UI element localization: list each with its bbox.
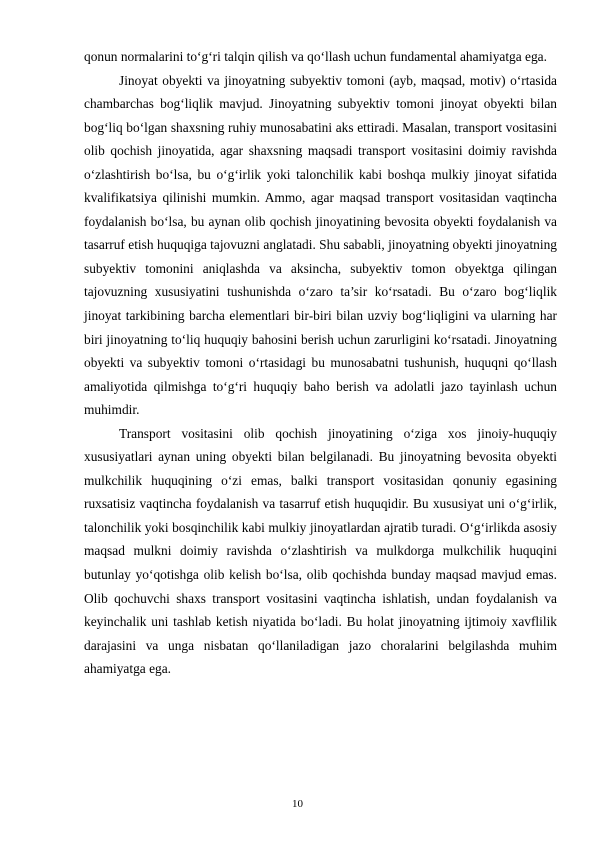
page-number: 10	[292, 798, 303, 810]
document-body	[84, 45, 557, 681]
paragraph-vehicle-hijacking-features: Transport vositasini olib qochish jinoyatining o‘ziga xos jinoiy-huquqiy xususiyatlari aynan uning obyekti bilan belgilanadi. Bu jinoyatning bevosita obyekti mulkchilik huquqining o‘zi emas, balki transport vositasidan qonuniy egasining ruxsatisiz vaqtincha foydalanish va tasarruf etish huquqidir. Bu xususiyat uni o‘g‘irlik, talonchilik yoki bosqinchilik kabi mulkiy jinoyatlardan ajratib turadi. O‘g‘irlikda asosiy maqsad mulkni doimiy ravishda o‘zlashtirish va mulkdorga mulkchilik huquqini butunlay yo‘qotishga olib kelish bo‘lsa, olib qochishda bunday maqsad mavjud emas. Olib qochuvchi shaxs transport vositasini vaqtincha ishlatish, undan foydalanish va keyinchalik uni tashlab ketish niyatida bo‘ladi. Bu holat jinoyatning ijtimoiy xavflilik darajasini va unga nisbatan qo‘llaniladigan jazo choralarini belgilashda muhim ahamiyatga ega.	[84, 425, 557, 677]
paragraph-object-subjective-side: Jinoyat obyekti va jinoyatning subyektiv tomoni (ayb, maqsad, motiv) o‘rtasida chambarchas bog‘liqlik mavjud. Jinoyatning subyektiv tomoni jinoyat obyekti bilan bog‘liq bo‘lgan shaxsning ruhiy munosabatini aks ettiradi. Masalan, transport vositasini olib qochish jinoyatida, agar shaxsning maqsadi transport vositasini doimiy ravishda o‘zlashtirish bo‘lsa, bu o‘g‘irlik yoki talonchilik kabi boshqa mulkiy jinoyat sifatida kvalifikatsiya qilinishi mumkin. Ammo, agar maqsad transport vositasidan vaqtincha foydalanish bo‘lsa, bu aynan olib qochish jinoyatining bevosita obyekti foydalanish va tasarruf etish huquqiga tajovuzni anglatadi. Shu sababli, jinoyatning obyekti jinoyatning subyektiv tomonini aniqlashda va aksincha, subyektiv tomon obyektga qilingan tajovuzning xususiyatini tushunishda o‘zaro ta’sir ko‘rsatadi. Bu o‘zaro bog‘liqlik jinoyat tarkibining barcha elementlari bir-biri bilan uzviy bog‘liqligini va ularning har biri jinoyatning to‘liq huquqiy bahosini berish uchun zarurligini ko‘rsatadi. Jinoyatning obyekti va subyektiv tomoni o‘rtasidagi bu munosabatni tushunish, huquqni qo‘llash amaliyotida qilmishga to‘g‘ri huquqiy baho berish va adolatli jazo tayinlash uchun muhimdir.	[84, 72, 557, 418]
paragraph-continuation: qonun normalarini to‘g‘ri talqin qilish va qo‘llash uchun fundamental ahamiyatga ega.	[84, 49, 547, 64]
